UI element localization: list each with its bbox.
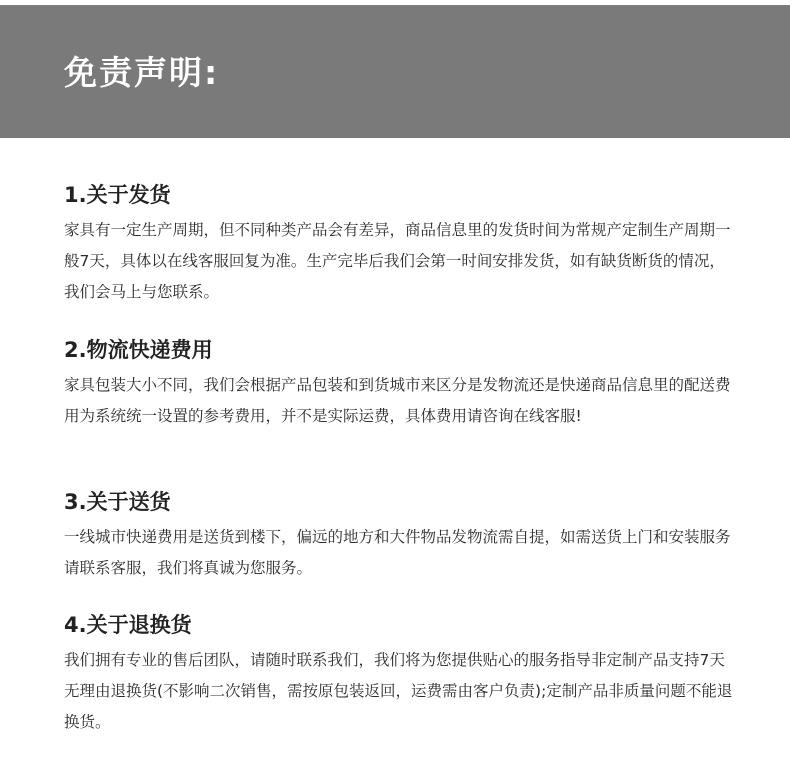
section-title: 3.关于送货 <box>64 490 171 514</box>
page-title: 免责声明: <box>64 53 220 92</box>
section-title: 2.物流快递费用 <box>64 338 213 362</box>
section-body: 家具有一定生产周期，但不同种类产品会有差异，商品信息里的发货时间为常规产定制生产周期一般7天，具体以在线客服回复为准。生产完毕后我们会第一时间安排发货，如有缺货断货的情况，我们会马上与您联系。 <box>64 221 731 301</box>
section-returns <box>64 611 734 738</box>
section-body: 一线城市快递费用是送货到楼下，偏远的地方和大件物品发物流需自提，如需送货上门和安装服务请联系客服，我们将真诚为您服务。 <box>64 528 731 577</box>
section-body: 我们拥有专业的售后团队，请随时联系我们，我们将为您提供贴心的服务指导非定制产品支持7天无理由退换货(不影响二次销售，需按原包装返回，运费需由客户负责);定制产品非质量问题不能退换货。 <box>64 651 733 731</box>
section-delivery <box>64 488 734 584</box>
section-logistics-fees <box>64 336 734 432</box>
section-title: 1.关于发货 <box>64 183 171 207</box>
section-shipping <box>64 181 734 308</box>
header-banner <box>0 5 790 138</box>
section-title: 4.关于退换货 <box>64 613 192 637</box>
section-body: 家具包装大小不同，我们会根据产品包装和到货城市来区分是发物流还是快递商品信息里的配送费用为系统统一设置的参考费用，并不是实际运费，具体费用请咨询在线客服! <box>64 376 731 425</box>
